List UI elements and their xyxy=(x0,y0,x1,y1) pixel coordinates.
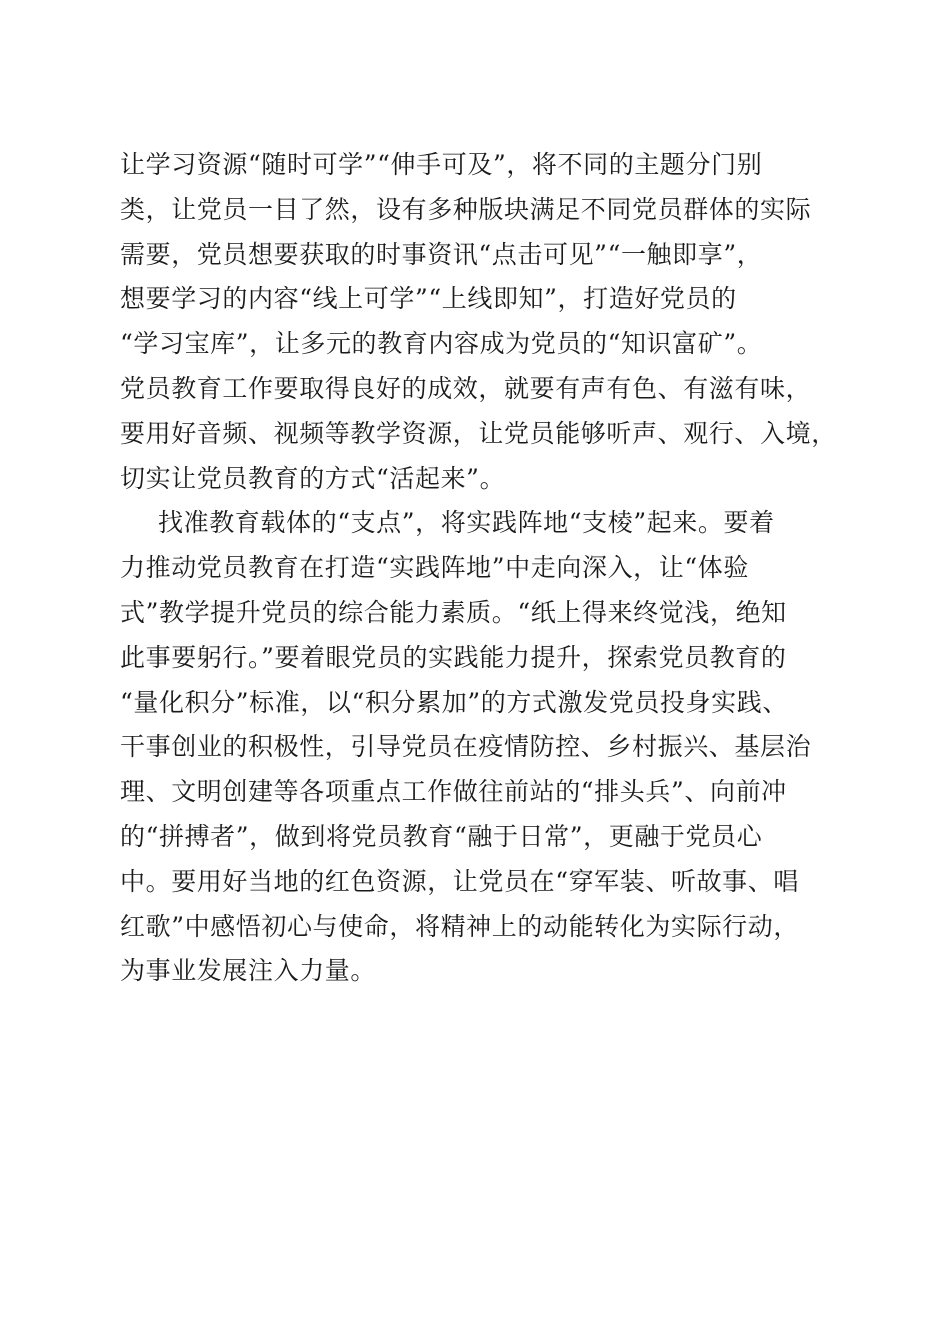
text-line: 为事业发展注入力量。 xyxy=(120,956,377,986)
paragraph-start-line: 找准教育载体的“支点”，将实践阵地“支棱”起来。要着 xyxy=(158,508,775,538)
text-line: 干事创业的积极性，引导党员在疫情防控、乡村振兴、基层治 xyxy=(120,732,812,762)
text-line: 想要学习的内容“线上可学”“上线即知”，打造好党员的 xyxy=(120,284,737,314)
text-line: 党员教育工作要取得良好的成效，就要有声有色、有滋有味， xyxy=(120,373,812,403)
text-line: 力推动党员教育在打造“实践阵地”中走向深入，让“体验 xyxy=(120,553,749,583)
text-line: 需要，党员想要获取的时事资讯“点击可见”“一触即享”， xyxy=(120,239,763,269)
text-line: 中。要用好当地的红色资源，让党员在“穿军装、听故事、唱 xyxy=(120,866,799,896)
text-line: 让学习资源“随时可学”“伸手可及”，将不同的主题分门别 xyxy=(120,150,763,179)
text-line: 切实让党员教育的方式“活起来”。 xyxy=(120,463,506,493)
text-line: 此事要躬行。”要着眼党员的实践能力提升，探索党员教育的 xyxy=(120,642,787,672)
text-line: 类，让党员一目了然，设有多种版块满足不同党员群体的实际 xyxy=(120,194,812,224)
text-line: 式”教学提升党员的综合能力素质。“纸上得来终觉浅，绝知 xyxy=(120,597,787,627)
text-line: 的“拼搏者”，做到将党员教育“融于日常”，更融于党员心 xyxy=(120,821,763,851)
text-line: “学习宝库”，让多元的教育内容成为党员的“知识富矿”。 xyxy=(120,329,763,359)
text-line: “量化积分”标准，以“积分累加”的方式激发党员投身实践、 xyxy=(120,687,788,717)
text-line: 要用好音频、视频等教学资源，让党员能够听声、观行、入境， xyxy=(120,418,837,448)
text-line: 理、文明创建等各项重点工作做往前站的“排头兵”、向前冲 xyxy=(120,777,787,807)
body-text xyxy=(120,143,850,994)
text-line: 红歌”中感悟初心与使命，将精神上的动能转化为实际行动， xyxy=(120,911,799,941)
